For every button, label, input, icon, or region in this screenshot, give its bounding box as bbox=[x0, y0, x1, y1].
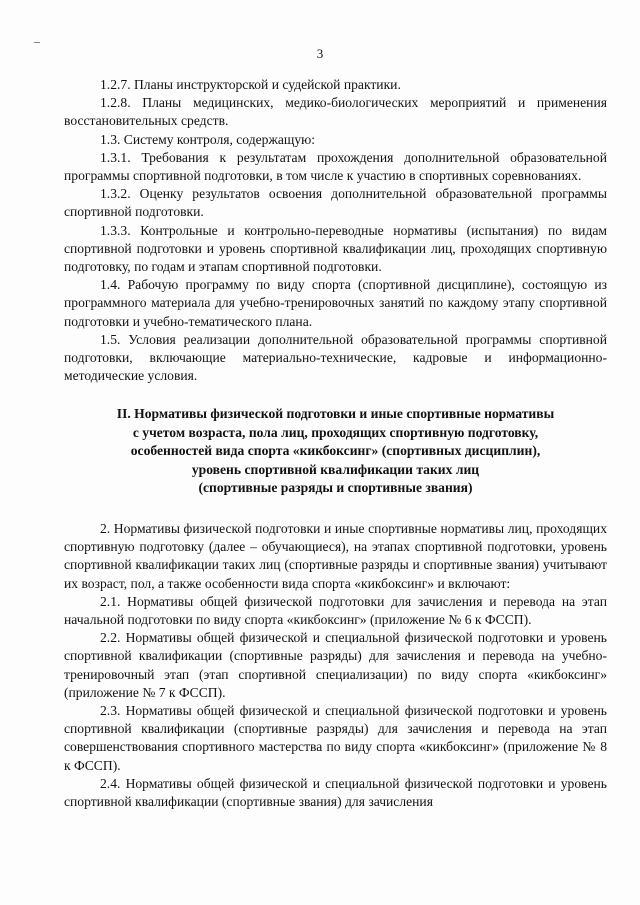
heading-line: с учетом возраста, пола лиц, проходящих спортивную подготовку, bbox=[132, 424, 539, 440]
scan-mark bbox=[34, 42, 40, 43]
paragraph-1-3-3: 1.3.3. Контрольные и контрольно-переводные нормативы (испытания) по видам спортивной подготовки и уровень спортивной квалификации лиц, проходящих спортивную подготовку, по годам и этапам спортивной подготовки. bbox=[64, 222, 607, 275]
heading-line: II. Нормативы физической подготовки и иные спортивные нормативы bbox=[116, 406, 555, 422]
document-body bbox=[64, 76, 607, 811]
page-number: 3 bbox=[316, 46, 324, 61]
heading-line: (спортивные разряды и спортивные звания) bbox=[198, 480, 473, 496]
paragraph-2-4: 2.4. Нормативы общей физической и специальной физической подготовки и уровень спортивной квалификации (спортивные звания) для зачисления bbox=[64, 775, 607, 809]
paragraph-2-1: 2.1. Нормативы общей физической подготовки для зачисления и перевода на этап начальной подготовки по виду спорта «кикбоксинг» (приложение № 6 к ФССП). bbox=[64, 593, 607, 627]
paragraph-1-2-8: 1.2.8. Планы медицинских, медико-биологических мероприятий и применения восстановительных средств. bbox=[64, 95, 607, 129]
paragraph-2-2: 2.2. Нормативы общей физической и специальной физической подготовки и уровень спортивной квалификации (спортивные разряды) для зачисления и перевода на учебно-тренировочный этап (этап спортивной специализации) по виду спорта «кикбоксинг» (приложение № 7 к ФССП). bbox=[64, 630, 607, 700]
paragraph-1-3-2: 1.3.2. Оценку результатов освоения дополнительной образовательной программы спортивной подготовки. bbox=[64, 186, 607, 220]
paragraph-1-3: 1.3. Систему контроля, содержащую: bbox=[100, 131, 316, 147]
paragraph-2: 2. Нормативы физической подготовки и иные спортивные нормативы лиц, проходящих спортивную подготовку (далее – обучающиеся), на этапах спортивной подготовки, уровень спортивной квалификации таких лиц (спортивные разряды и спортивные звания) учитывают их возраст, пол, а также особенности вида спорта «кикбоксинг» и включают: bbox=[64, 520, 607, 591]
heading-line: особенностей вида спорта «кикбоксинг» (спортивных дисциплин), bbox=[130, 443, 541, 459]
heading-line: уровень спортивной квалификации таких лиц bbox=[191, 461, 480, 477]
paragraph-2-3: 2.3. Нормативы общей физической и специальной физической подготовки и уровень спортивной квалификации (спортивные разряды) для зачисления и перевода на этап совершенствования спортивного мастерства по виду спорта «кикбоксинг» (приложение № 8 к ФССП). bbox=[64, 702, 607, 773]
paragraph-1-4: 1.4. Рабочую программу по виду спорта (спортивной дисциплине), состоящую из программного материала для учебно-тренировочных занятий по каждому этапу спортивной подготовки и учебно-тематического плана. bbox=[64, 277, 607, 329]
section-heading bbox=[64, 405, 607, 498]
paragraph-1-5: 1.5. Условия реализации дополнительной образовательной программы спортивной подготовки, включающие материально-технические, кадровые и информационно-методические условия. bbox=[64, 331, 607, 384]
paragraph-1-2-7: 1.2.7. Планы инструкторской и судейской практики. bbox=[100, 77, 401, 92]
paragraph-1-3-1: 1.3.1. Требования к результатам прохождения дополнительной образовательной программы спортивной подготовки, в том числе к участию в спортивных соревнованиях. bbox=[64, 149, 607, 184]
